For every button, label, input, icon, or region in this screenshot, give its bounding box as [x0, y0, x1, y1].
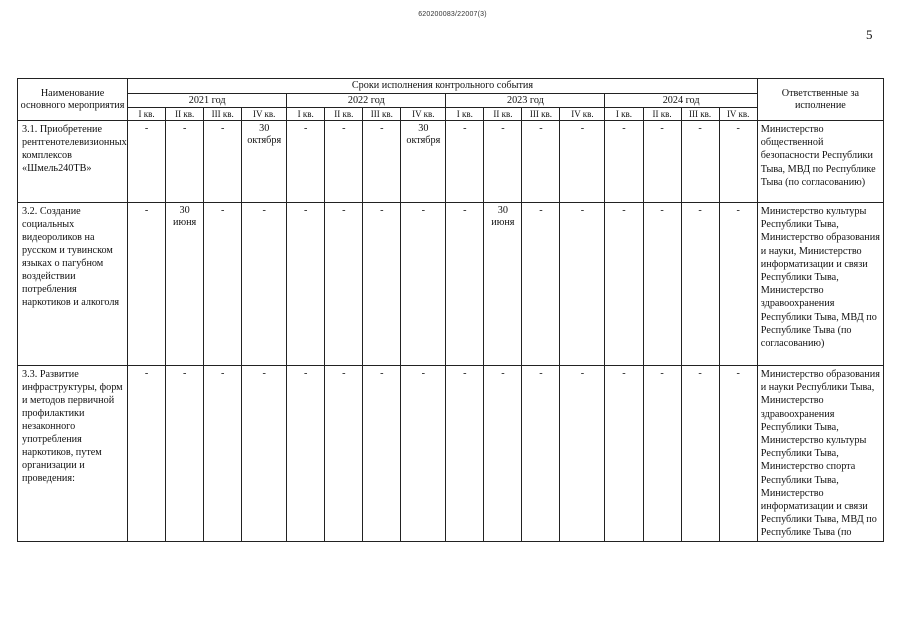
quarter-cell: -: [522, 121, 560, 203]
quarter-cell: -: [560, 203, 605, 366]
header-quarter: I кв.: [446, 108, 484, 121]
quarter-cell: -: [719, 366, 757, 542]
quarter-cell: -: [166, 366, 204, 542]
header-quarter: II кв.: [325, 108, 363, 121]
header-quarter: IV кв.: [401, 108, 446, 121]
quarter-cell: -: [484, 121, 522, 203]
quarter-cell: 30 октября: [242, 121, 287, 203]
quarter-cell: -: [446, 366, 484, 542]
header-quarter: IV кв.: [242, 108, 287, 121]
quarter-cell: -: [522, 203, 560, 366]
activity-name-cell: 3.2. Создание социальных видеороликов на русском и тувинском языках о пагубном воздействии потребления наркотиков и алкоголя: [18, 203, 128, 366]
quarter-cell: -: [204, 203, 242, 366]
quarter-cell: -: [560, 366, 605, 542]
quarter-cell: -: [166, 121, 204, 203]
quarter-cell: -: [242, 366, 287, 542]
quarter-cell: -: [325, 203, 363, 366]
quarter-cell: -: [325, 121, 363, 203]
quarter-cell: -: [522, 366, 560, 542]
quarter-cell: -: [287, 366, 325, 542]
quarter-cell: -: [363, 366, 401, 542]
header-quarter: III кв.: [204, 108, 242, 121]
header-quarter: IV кв.: [719, 108, 757, 121]
header-year-2021: 2021 год: [128, 93, 287, 108]
quarter-cell: -: [681, 203, 719, 366]
quarter-cell: -: [325, 366, 363, 542]
quarter-cell: 30 июня: [484, 203, 522, 366]
header-quarter: II кв.: [484, 108, 522, 121]
quarter-cell: -: [681, 366, 719, 542]
responsible-cell: Министерство культуры Республики Тыва, Министерство образования и науки, Министерство информатизации и связи Республики Тыва, Министерство здравоохранения Республики Тыва, МВД по Республике Тыва (по согласованию): [757, 203, 883, 366]
quarter-cell: -: [560, 121, 605, 203]
quarter-cell: 30 октября: [401, 121, 446, 203]
quarter-cell: -: [204, 366, 242, 542]
quarter-cell: -: [605, 203, 643, 366]
quarter-cell: -: [204, 121, 242, 203]
header-year-2022: 2022 год: [287, 93, 446, 108]
quarter-cell: -: [605, 121, 643, 203]
responsible-cell: Министерство общественной безопасности Республики Тыва, МВД по Республике Тыва (по согласованию): [757, 121, 883, 203]
quarter-cell: -: [446, 121, 484, 203]
quarter-cell: -: [401, 366, 446, 542]
header-quarter: III кв.: [522, 108, 560, 121]
quarter-cell: -: [643, 366, 681, 542]
quarter-cell: -: [363, 121, 401, 203]
quarter-cell: -: [128, 366, 166, 542]
header-quarter: I кв.: [128, 108, 166, 121]
header-quarter: II кв.: [643, 108, 681, 121]
header-quarter: I кв.: [287, 108, 325, 121]
table-row: [18, 121, 884, 203]
header-quarter: IV кв.: [560, 108, 605, 121]
quarter-cell: -: [643, 121, 681, 203]
header-deadlines: Сроки исполнения контрольного события: [128, 79, 758, 94]
header-year-2024: 2024 год: [605, 93, 757, 108]
quarter-cell: 30 июня: [166, 203, 204, 366]
quarter-header-row: [18, 108, 884, 121]
quarter-cell: -: [363, 203, 401, 366]
quarter-cell: -: [681, 121, 719, 203]
quarter-cell: -: [446, 203, 484, 366]
table-row: [18, 366, 884, 542]
quarter-cell: -: [128, 203, 166, 366]
document-id: 620200083/22007(3): [418, 11, 487, 18]
quarter-cell: -: [128, 121, 166, 203]
activity-name-cell: 3.1. Приобретение рентгенотелевизионных комплексов «Шмель240ТВ»: [18, 121, 128, 203]
header-quarter: III кв.: [363, 108, 401, 121]
quarter-cell: -: [605, 366, 643, 542]
quarter-cell: -: [287, 203, 325, 366]
header-responsible: Ответственные за исполнение: [757, 79, 883, 121]
quarter-cell: -: [719, 121, 757, 203]
quarter-cell: -: [719, 203, 757, 366]
activity-name-cell: 3.3. Развитие инфраструктуры, форм и методов первичной профилактики незаконного употребления наркотиков, путем организации и проведения:: [18, 366, 128, 542]
quarter-cell: -: [484, 366, 522, 542]
header-activity-name: Наименование основного мероприятия: [18, 79, 128, 121]
quarter-cell: -: [287, 121, 325, 203]
header-quarter: I кв.: [605, 108, 643, 121]
header-quarter: II кв.: [166, 108, 204, 121]
page-number: 5: [866, 27, 873, 42]
quarter-cell: -: [401, 203, 446, 366]
header-year-2023: 2023 год: [446, 93, 605, 108]
table-row: [18, 203, 884, 366]
header-quarter: III кв.: [681, 108, 719, 121]
responsible-cell: Министерство образования и науки Республики Тыва, Министерство здравоохранения Республики Тыва, Министерство культуры Республики Тыва, Министерство спорта Республики Тыва, Министерство информатизации и связи Республики Тыва, МВД по Республике Тыва (по: [757, 366, 883, 542]
quarter-cell: -: [242, 203, 287, 366]
quarter-cell: -: [643, 203, 681, 366]
schedule-table: [17, 78, 884, 542]
